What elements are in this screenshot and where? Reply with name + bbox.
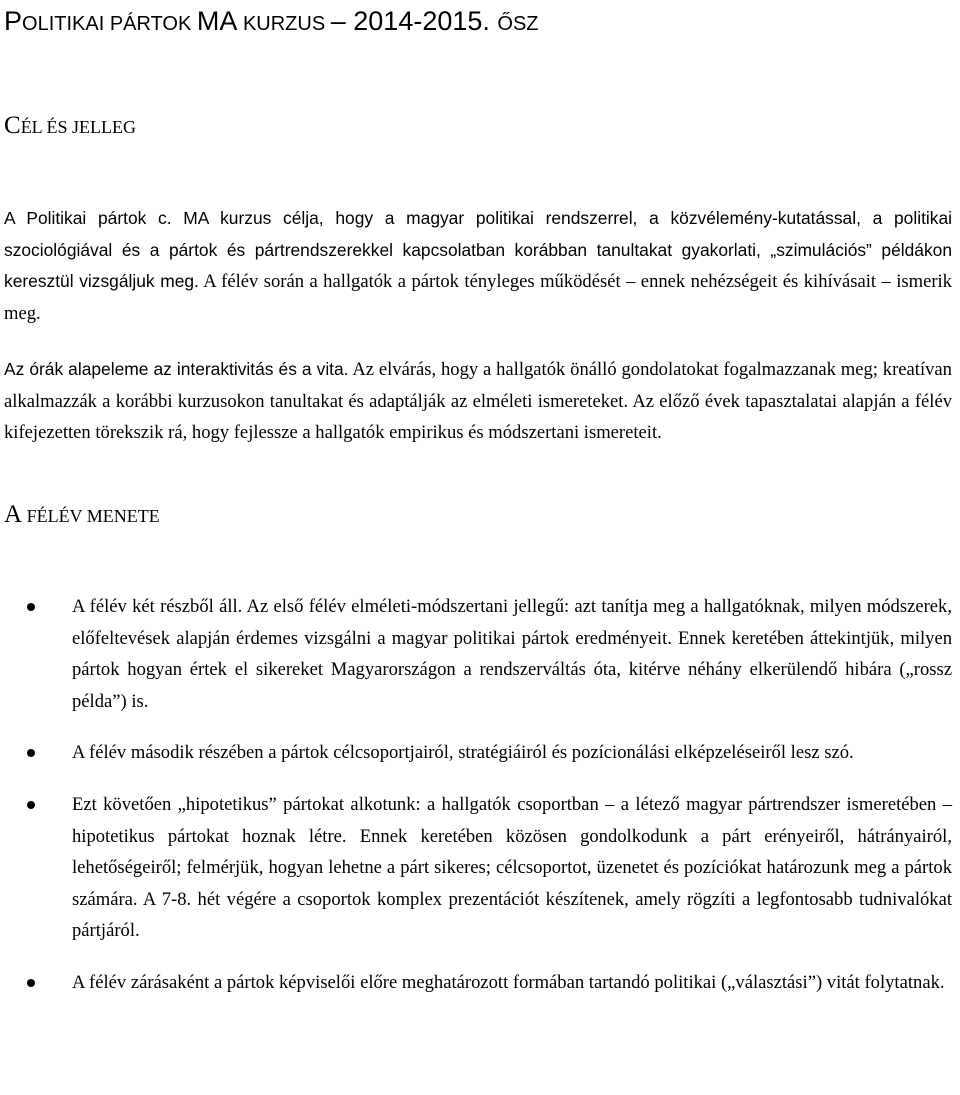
heading-text: ÉL ÉS JELLEG (20, 117, 136, 137)
title-dash: – (330, 6, 354, 36)
title-text: OLITIKAI PÁRTOK (22, 13, 197, 35)
bullet-icon (27, 603, 35, 611)
felev-menete-list (4, 591, 954, 999)
cel-paragraph-1-tail: A félév során a hallgatók a pártok tényleges működését – ennek nehézségeit és kihívásait – ismerik meg. (4, 271, 952, 324)
cel-paragraph-2-lead: Az órák alapeleme az interaktivitás és a vita. (4, 359, 349, 379)
heading-text: FÉLÉV MENETE (22, 506, 160, 526)
document-title (4, 1, 539, 38)
list-item-text: A félév második részében a pártok célcsoportjairól, stratégiáiról és pozícionálási elképzeléseiről lesz szó. (72, 742, 854, 764)
title-semester: SZ (512, 13, 539, 35)
title-ma: MA (196, 6, 238, 36)
title-semester-initial: Ő (497, 13, 513, 35)
heading-initial: A (4, 501, 23, 528)
title-initial: P (4, 6, 23, 36)
list-item-text: A félév két részből áll. Az első félév elméleti-módszertani jellegű: azt tanítja meg a hallgatóknak, milyen módszerek, előfeltevések alapján érdemes vizsgálni a magyar politikai pártok eredményeit. Ennek keretében áttekintjük, milyen pártok hogyan értek el sikereket Magyarországon a rendszerváltás óta, kitérve néhány elkerülendő hibára („rossz példa”) is. (72, 596, 952, 712)
list-item (4, 591, 952, 717)
cel-paragraph-2 (4, 354, 952, 449)
title-years: 2014-2015. (353, 6, 498, 36)
bullet-icon (27, 801, 35, 809)
cel-paragraph-1 (4, 203, 952, 329)
bullet-icon (27, 749, 35, 757)
list-item (4, 789, 952, 947)
section-heading-cel-es-jelleg (4, 112, 136, 140)
list-item (4, 967, 952, 999)
cel-paragraph-2-text: Az elvárás, hogy a hallgatók önálló gondolatokat fogalmazzanak meg; kreatívan alkalmazzák a korábbi kurzusokon tanultakat és adaptálják az elméleti ismereteket. Az előző évek tapasztalatai alapján a félév kifejezetten törekszik rá, hogy fejlessze a hallgatók empirikus és módszertani ismereteit. (4, 359, 952, 444)
heading-initial: C (4, 112, 21, 139)
list-item (4, 737, 952, 769)
list-item-text: A félév zárásaként a pártok képviselői előre meghatározott formában tartandó politikai („választási”) vitát folytatnak. (72, 971, 945, 993)
section-heading-felev-menete (4, 501, 160, 529)
list-item-text: Ezt követően „hipotetikus” pártokat alkotunk: a hallgatók csoportban – a létező magyar pártrendszer ismeretében – hipotetikus pártokat hoznak létre. Ennek keretében közösen gondolkodunk a párt erényeiről, hátrányairól, lehetőségeiről; felmérjük, hogyan lehetne a párt sikeres; célcsoportot, üzenetet és pozíciókat határozunk meg a pártok számára. A 7-8. hét végére a csoportok komplex prezentációt készítenek, amely rögzíti a legfontosabb tudnivalókat pártjáról. (72, 793, 952, 942)
title-kurzus: KURZUS (237, 13, 331, 35)
cel-paragraph-1-text: A Politikai pártok c. MA kurzus célja, hogy a magyar politikai rendszerrel, a közvélemény-kutatással, a politikai szociológiával és a pártok és pártrendszerekkel kapcsolatban korábban tanultakat gyakorlati, „szimulációs” példákon keresztül vizsgáljuk meg. (4, 208, 952, 292)
bullet-icon (27, 979, 35, 987)
